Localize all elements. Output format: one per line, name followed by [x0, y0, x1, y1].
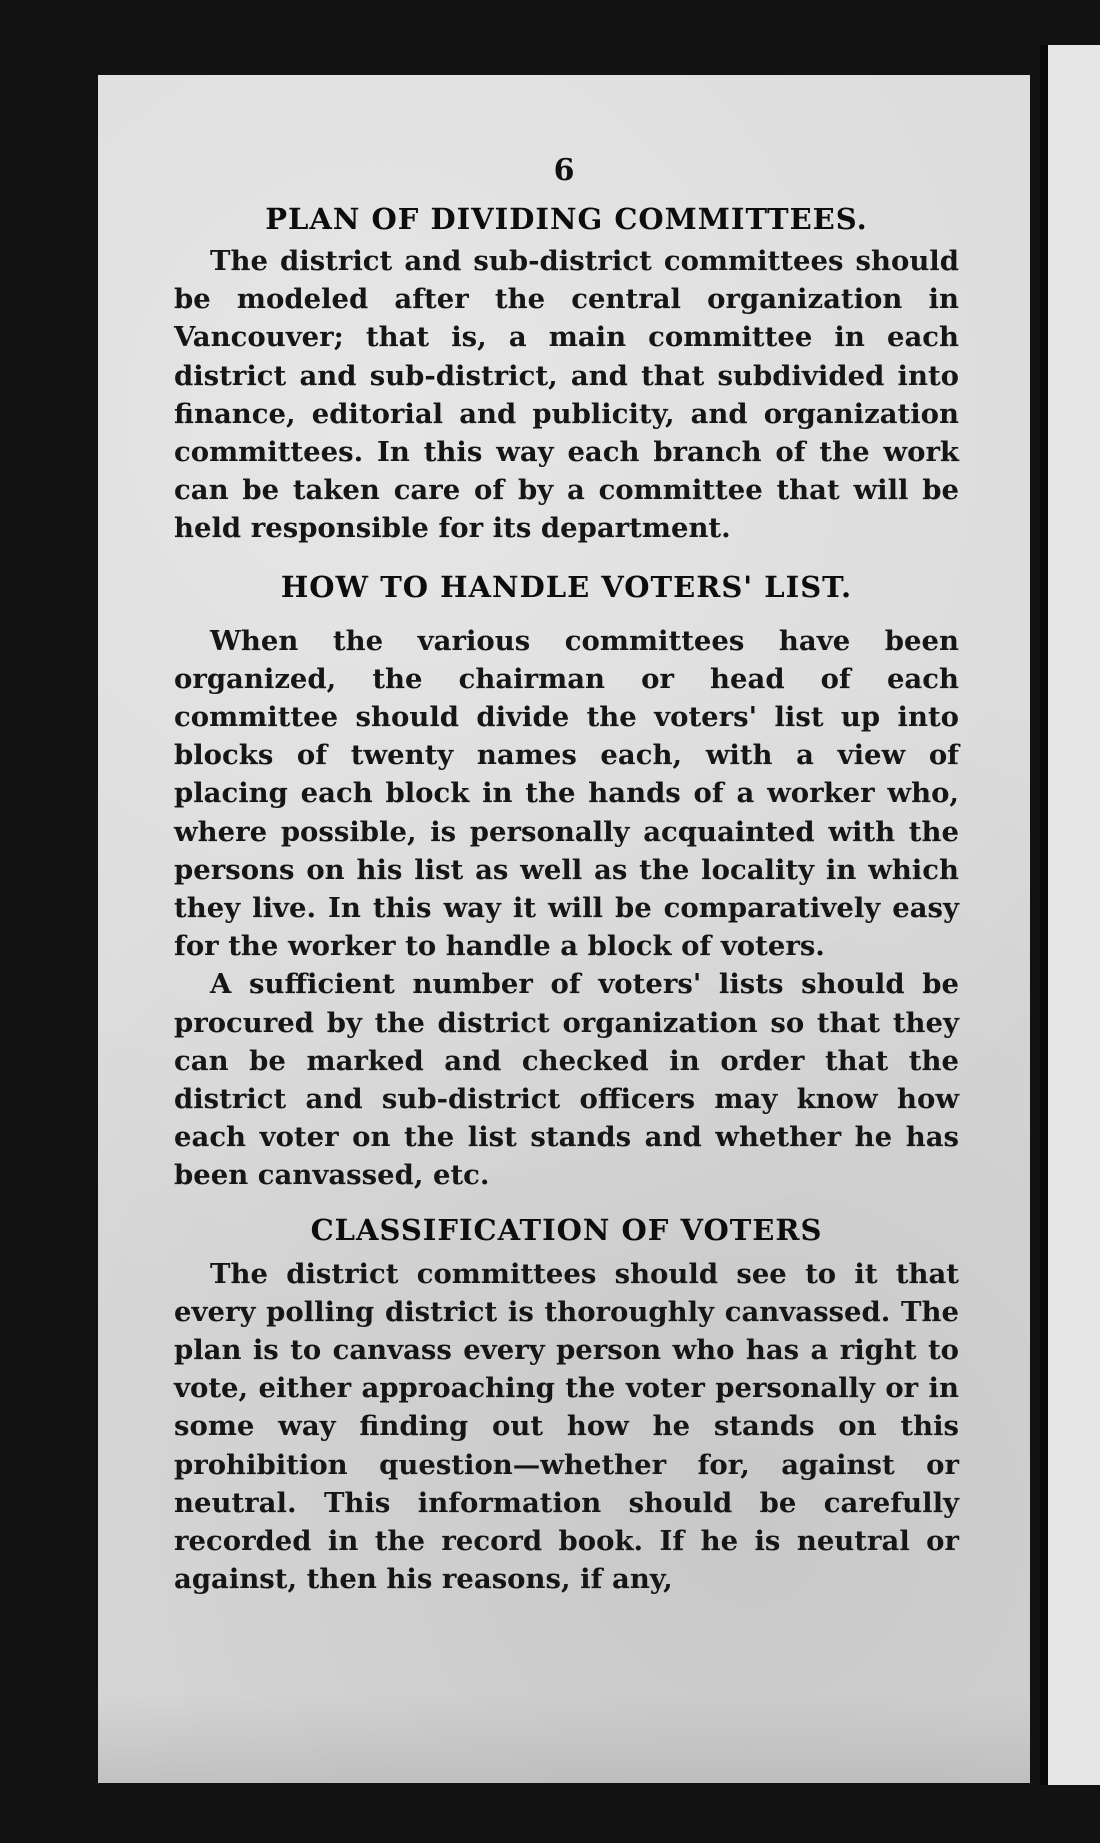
document-page: [98, 75, 1030, 1783]
page-number: 6: [553, 153, 575, 188]
paragraph-voters-list-2: A sufficient number of voters' lists should be procured by the district organization so that they can be marked and checked in order that the district and sub-district officers may know how each voter on the list stands and whether he has been canvassed, etc.: [174, 968, 959, 1192]
paragraph-dividing-committees: The district and sub-district committees should be modeled after the central organization in Vancouver; that is, a main committee in each district and sub-district, and that subdivided into finance, editorial and publicity, and organization committees. In this way each branch of the work can be taken care of by a committee that will be held responsible for its department.: [174, 245, 959, 545]
paragraph-classification: The district committees should see to it that every polling district is thoroughly canvassed. The plan is to canvass every person who has a right to vote, either approaching the voter personally or in some way finding out how he stands on this prohibition question—whether for, against or neutral. This information should be carefully recorded in the record book. If he is neutral or against, then his reasons, if any,: [174, 1257, 959, 1596]
page-bottom-shading: [98, 1693, 1030, 1783]
section-heading-classification: CLASSIFICATION OF VOTERS: [310, 1212, 823, 1247]
section-heading-dividing-committees: PLAN OF DIVIDING COMMITTEES.: [265, 202, 868, 236]
adjacent-page-edge: [1040, 45, 1100, 1785]
page-content: [174, 200, 959, 1599]
paragraph-voters-list-1: When the various committees have been organized, the chairman or head of each committee should divide the voters' list up into blocks of twenty names each, with a view of placing each block in the hands of a worker who, where possible, is personally acquainted with the persons on his list as well as the locality in which they live. In this way it will be comparatively easy for the worker to handle a block of voters.: [174, 624, 959, 963]
section-heading-voters-list: HOW TO HANDLE VOTERS' LIST.: [280, 569, 853, 604]
